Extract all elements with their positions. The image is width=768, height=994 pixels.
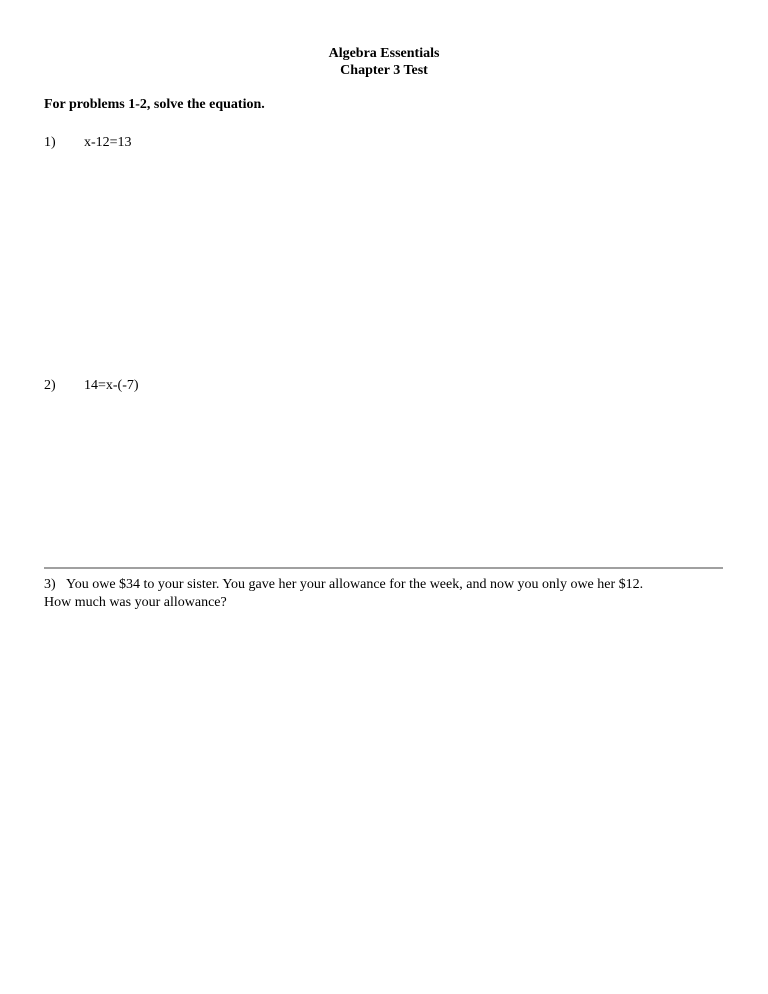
document-title: Algebra Essentials bbox=[328, 46, 440, 61]
problem-2 bbox=[44, 377, 139, 394]
problem-text: 14=x-(-7) bbox=[84, 378, 139, 393]
section-divider bbox=[44, 567, 723, 569]
problem-3 bbox=[44, 576, 643, 593]
instructions: For problems 1-2, solve the equation. bbox=[44, 97, 265, 112]
problem-number: 3) bbox=[44, 577, 56, 592]
problem-1 bbox=[44, 134, 132, 151]
problem-number: 1) bbox=[44, 135, 56, 150]
problem-text: You owe $34 to your sister. You gave her your allowance for the week, and now you only owe her $12. bbox=[66, 577, 644, 592]
problem-number: 2) bbox=[44, 378, 56, 393]
problem-text: x-12=13 bbox=[84, 135, 132, 150]
problem-3-continued: How much was your allowance? bbox=[44, 595, 227, 610]
document-subtitle: Chapter 3 Test bbox=[340, 63, 428, 78]
